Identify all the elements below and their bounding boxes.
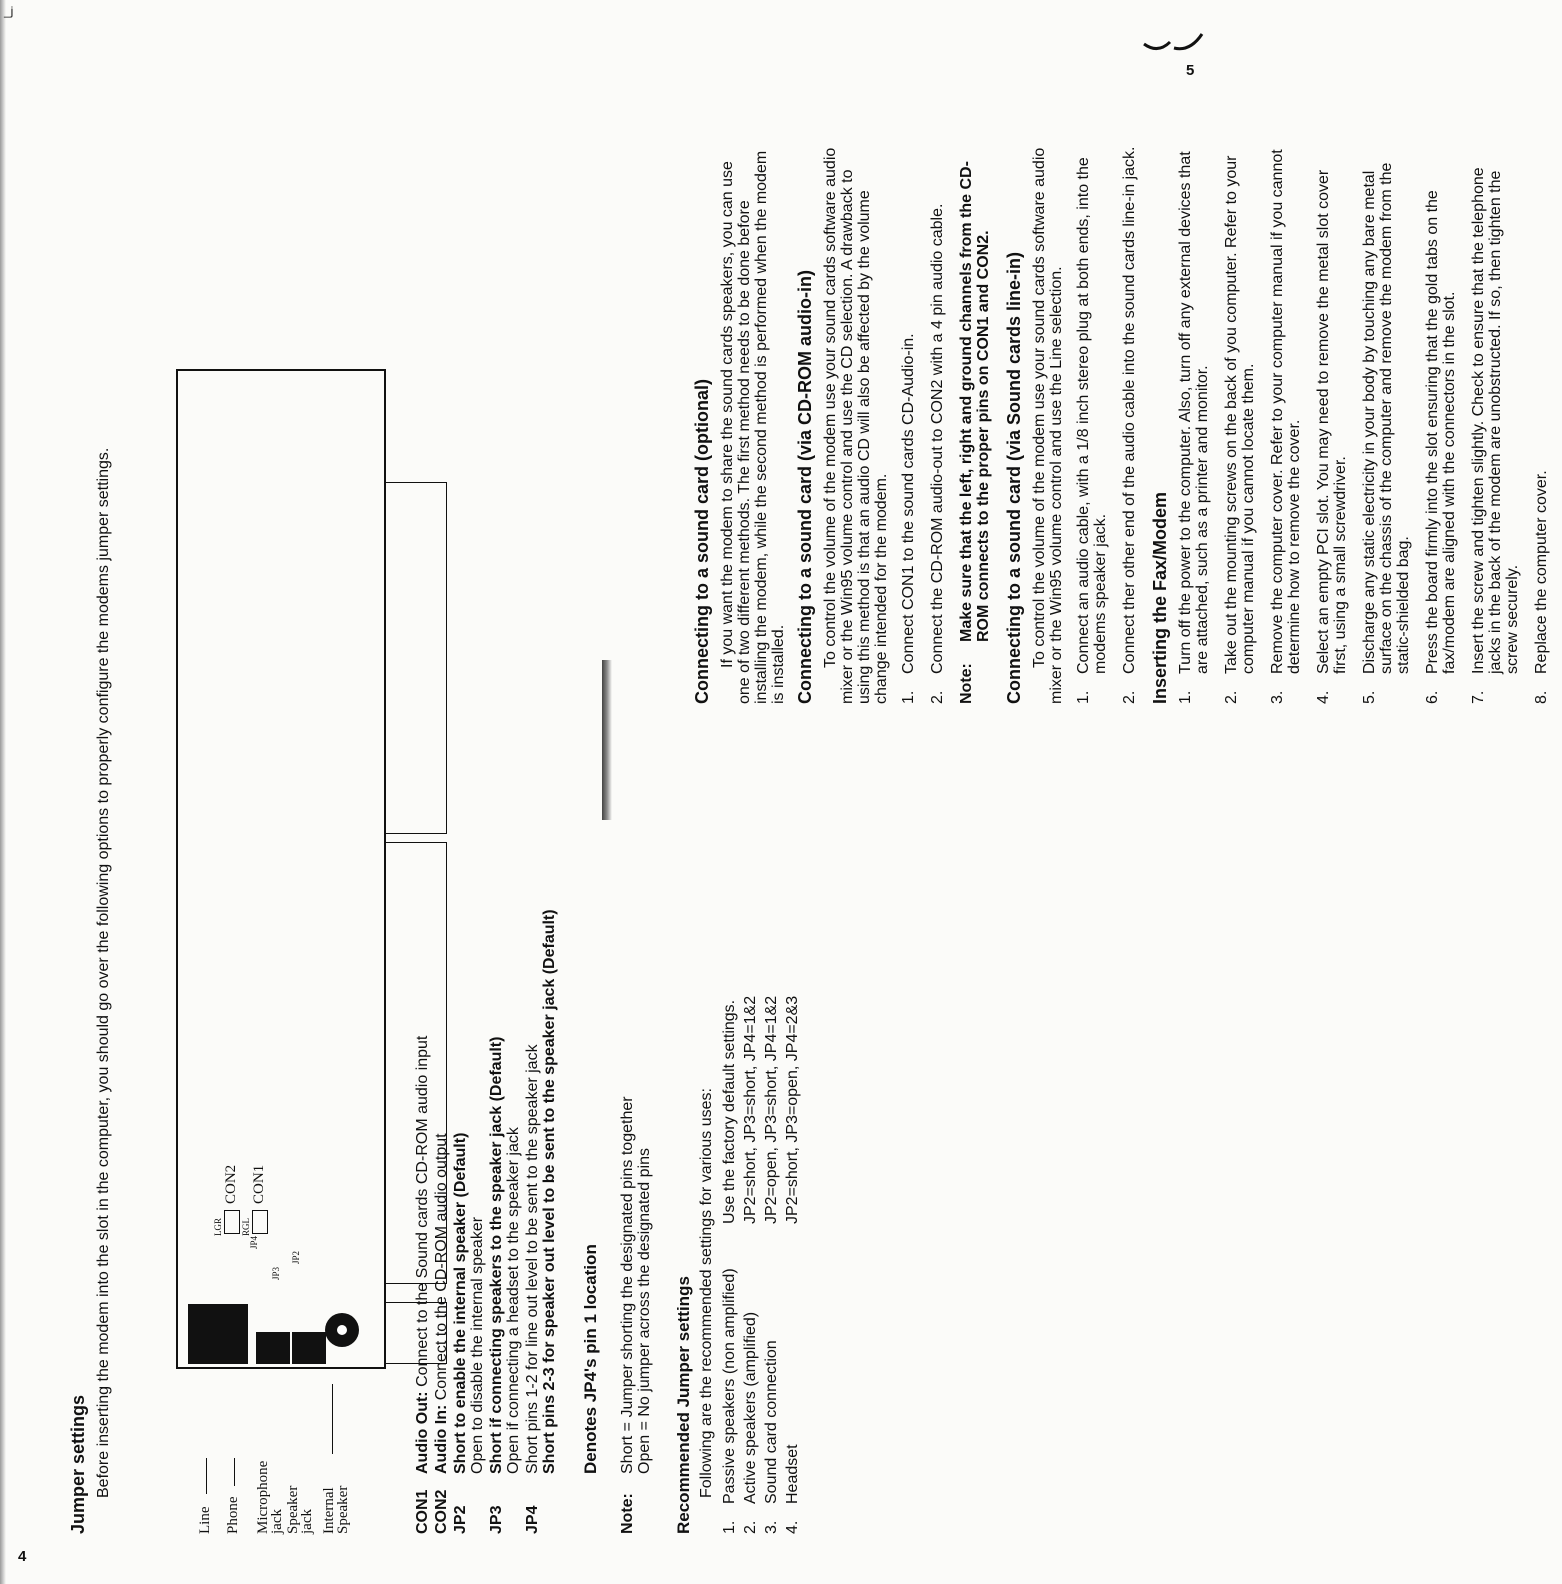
edge-connector-1 [386, 842, 447, 1284]
page-number-right: 5 [1186, 62, 1195, 79]
speaker-leader [332, 1384, 333, 1454]
settings-row: 2. Active speakers (amplified) JP2=short, JP3=short, JP4=1&2 [742, 995, 759, 1534]
internal-speaker-icon [322, 1310, 362, 1350]
microphone-jack-block [256, 1332, 290, 1364]
line-label: Line [197, 1506, 213, 1534]
jumper-settings-heading: Jumper settings [68, 1394, 88, 1534]
con1-definition: CON1 Audio Out: Connect to the Sound cards CD-ROM audio input [414, 1035, 431, 1534]
con2-pin-letters: LGR [213, 1218, 223, 1236]
right-page [606, 0, 1550, 1584]
speaker-jack-block [292, 1332, 326, 1364]
con2-label: CON2 [223, 1164, 239, 1204]
inserting-heading: Inserting the Fax/Modem [1150, 491, 1170, 704]
cd-rom-intro: To control the volume of the modem use your sound cards software audio mixer or the Win95 volume control and use the CD selection. A drawback to using this method is that an audio CD will also be affected by the volume change intended for the modem. [822, 147, 890, 704]
cd-rom-heading: Connecting to a sound card (via CD-ROM audio-in) [795, 270, 815, 704]
settings-row: 1. Passive speakers (non amplified) Use the factory default settings. [721, 999, 738, 1534]
phone-leader [234, 1458, 235, 1486]
list-item: 1. Connect CON1 to the sound cards CD-Audio-in. [900, 333, 917, 704]
speaker-jack-label: Speaker jack [285, 1485, 315, 1534]
list-item: 4. Select an empty PCI slot. You may need to remove the metal slot cover first, using a small screwdriver. [1315, 169, 1349, 704]
recommended-intro: Following are the recommended settings for various uses: [698, 1088, 715, 1498]
jumper-intro: Before inserting the modem into the slot in the computer, you should go over the following options to properly configure the modems jumper settings. [95, 447, 112, 1498]
jp3-label: JP3 [271, 1266, 281, 1280]
jp2-label: JP2 [291, 1250, 301, 1264]
jp3-definition: JP3 Short if connecting speakers to the speaker jack (Default) Open if connecting a headset to the speaker jack [488, 1036, 522, 1534]
settings-row: 4. Headset JP2=short, JP3=open, JP4=2&3 [784, 995, 801, 1534]
settings-row: 3. Sound card connection JP2=open, JP3=short, JP4=1&2 [763, 995, 780, 1534]
sound-card-heading: Connecting to a sound card (optional) [692, 379, 712, 704]
pcb-outline [176, 369, 386, 1369]
con1-label: CON1 [251, 1164, 267, 1204]
list-item: 5. Discharge any static electricity in your body by touching any bare metal surface on the chassis of the computer and remove the modem from the static-shielded bag. [1361, 162, 1412, 704]
sound-card-intro: If you want the modem to share the sound cards speakers, you can use one of two different methods. The first method needs to be done before installing the modem, while the second method is performed when the modem is installed. [719, 150, 787, 704]
list-item: 7. Insert the screw and tighten slightly. Check to ensure that the telephone jacks in the back of the modem are unobstructed. If so, then tighten the screw securely. [1470, 167, 1521, 704]
con2-definition: CON2 Audio In: Connect to the CD-ROM audio output [433, 1133, 450, 1534]
list-item: 2. Take out the mounting screws on the back of you computer. Refer to your computer manual if you cannot locate them. [1223, 155, 1257, 704]
corner-mark: _j [4, 4, 14, 18]
list-item: 3. Remove the computer cover. Refer to your computer manual if you cannot determine how to remove the cover. [1269, 149, 1303, 704]
line-in-heading: Connecting to a sound card (via Sound cards line-in) [1004, 251, 1024, 704]
list-item: 8. Replace the computer cover. [1533, 470, 1550, 704]
list-item: 2. Connect the CD-ROM audio-out to CON2 with a 4 pin audio cable. [929, 203, 946, 704]
internal-speaker-label: Internal Speaker [321, 1485, 351, 1534]
short-open-note: Note: Short = Jumper shorting the designated pins together Open = No jumper across the designated pins [619, 1096, 653, 1534]
page-number-left: 4 [18, 1548, 27, 1565]
phone-label: Phone [225, 1496, 241, 1534]
list-item: 1. Connect an audio cable, with a 1/8 inch stereo plug at both ends, into the modems speaker jack. [1075, 157, 1109, 704]
line-in-intro: To control the volume of the modem use your sound cards software audio mixer or the Win95 volume control and use the Line selection. [1031, 147, 1065, 704]
cd-rom-note: Note: Make sure that the left, right and ground channels from the CD-ROM connects to the proper pins on CON1 and CON2. [958, 161, 992, 704]
microphone-jack-label: Microphone jack [255, 1460, 285, 1534]
edge-tab [386, 1302, 447, 1364]
jp4-definition: JP4 Short pins 1-2 for line out level to be sent to the speaker jack Short pins 2-3 for speaker out level to be sent to the speaker jack (Default) [524, 909, 558, 1534]
list-item: 2. Connect ther other end of the audio cable into the sound cards line-in jack. [1121, 146, 1138, 704]
con1-pin-letters: RGL [241, 1218, 251, 1236]
list-item: 6. Press the board firmly into the slot ensuring that the gold tabs on the fax/modem are aligned with the connectors in the slot. [1424, 190, 1458, 704]
line-leader [206, 1458, 207, 1494]
phone-jack-block [188, 1304, 248, 1364]
edge-connector-2 [386, 482, 447, 834]
list-item: 1. Turn off the power to the computer. Also, turn off any external devices that are attached, such as a printer and monitor. [1177, 151, 1211, 704]
jp4-label: JP4 [249, 1235, 259, 1249]
recommended-heading: Recommended Jumper settings [674, 1276, 693, 1534]
modem-board-diagram [126, 84, 396, 1534]
pin1-note: Denotes JP4's pin 1 location [581, 1244, 600, 1474]
jp2-definition: JP2 Short to enable the internal speaker (Default) Open to disable the internal speaker [452, 1132, 486, 1534]
